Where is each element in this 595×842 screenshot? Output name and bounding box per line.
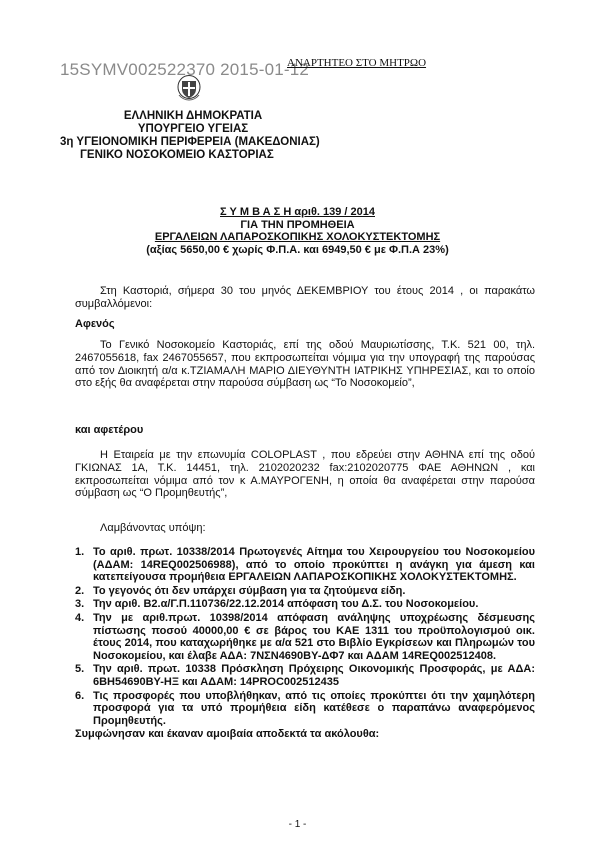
issuer-line-region: 3η ΥΓΕΙΟΝΟΜΙΚΗ ΠΕΡΙΦΕΡΕΙΑ (ΜΑΚΕΔΟΝΙΑΣ) <box>60 136 320 148</box>
list-item-number: 5. <box>75 663 85 676</box>
contract-subject: ΕΡΓΑΛΕΙΩΝ ΛΑΠΑΡΟΣΚΟΠΙΚΗΣ ΧΟΛΟΚΥΣΤΕΚΤΟΜΗΣ <box>154 231 441 243</box>
list-item-text: Την με αριθ.πρωτ. 10398/2014 απόφαση ανάληψης υποχρέωσης δέσμευσης πίστωσης ποσού 40000,00 € σε βάρος του ΚΑΕ 1311 του προϋπολογισμού οικ. έτους 2014, που καταχωρήθηκε με α/α 521 στο Βιβλίο Εγκρίσεων και Πληρωμών του Νοσοκομείου, και έλαβε ΑΔΑ: 7ΝΣΝ4690ΒΥ-ΔΦ7 και ΑΔΑΜ 14REQ002512408. <box>93 611 535 662</box>
intro-paragraph: Στη Καστοριά, σήμερα 30 του μηνός ΔΕΚΕΜΒΡΙΟΥ του έτους 2014 , οι παρακάτω συμβαλλόμενοι: <box>75 285 535 310</box>
list-item <box>75 663 535 688</box>
agreement-statement: Συμφώνησαν και έκαναν αμοιβαία αποδεκτά τα ακόλουθα: <box>75 728 380 741</box>
list-item-number: 3. <box>75 598 85 611</box>
party1-paragraph: Το Γενικό Νοσοκομείο Καστοριάς, επί της οδού Μαυριωτίσσης, Τ.Κ. 521 00, τηλ. 2467055618, fax 2467055657, που εκπροσωπείται νόμιμα για την υπογραφή της παρούσας από τον Διοικητή α/α κ.ΤΖΙΑΜΑΛΗ ΜΑΡΙΟ ΔΙΕΥΘΥΝΤΗ ΙΑΤΡΙΚΗΣ ΥΠΗΡΕΣΙΑΣ, και το οποίο στο εξής θα αναφέρεται στην παρούσα σύμβαση ως “Το Νοσοκομείο”, <box>75 339 535 390</box>
list-item-text: Το γεγονός ότι δεν υπάρχει σύμβαση για τα ζητούμενα είδη. <box>93 584 406 597</box>
list-item <box>75 598 535 611</box>
document-id-watermark: 15SYMV002522370 2015-01-12 <box>60 60 310 79</box>
contract-title <box>0 206 595 256</box>
party2-heading: και αφετέρου <box>75 424 144 436</box>
list-item <box>75 585 535 598</box>
contract-subject-intro: ΓΙΑ ΤΗΝ ΠΡΟΜΗΘΕΙΑ <box>240 218 355 231</box>
party1-heading: Αφενός <box>75 318 115 330</box>
list-item-number: 1. <box>75 546 85 558</box>
party2-paragraph: Η Εταιρεία με την επωνυμία COLOPLAST , που εδρεύει στην ΑΘΗΝΑ επί της οδού ΓΚΙΩΝΑΣ 1Α, Τ.Κ. 14451, τηλ. 2102020232 fax:2102020775 ΦΑΕ ΑΘΗΝΩΝ , και εκπροσωπείται νόμιμα από τον κ Α.ΜΑΥΡΟΓΕΝΗ, η οποία θα αναφέρεται στην παρούσα σύμβαση ως “Ο Προμηθευτής”, <box>75 449 535 500</box>
list-item-text: Τις προσφορές που υποβλήθηκαν, από τις οποίες προκύπτει ότι την χαμηλότερη προσφορά για τα υπό προμήθεια είδη κατέθεσε ο παραπάνω αναφερόμενος Προμηθευτής. <box>93 689 535 727</box>
considerations-list <box>75 546 535 741</box>
issuer-line-ministry: ΥΠΟΥΡΓΕΙΟ ΥΓΕΙΑΣ <box>137 123 249 135</box>
list-item <box>75 690 535 728</box>
list-item-text: Την αριθ. πρωτ. 10338 Πρόσκληση Πρόχειρης Οικονομικής Προσφοράς, με ΑΔΑ: 6ΒΗ54690ΒΥ-ΗΞ και ΑΔΑΜ: 14PROC002512435 <box>93 663 535 688</box>
posting-label: ΑΝΑΡΤΗΤΕΟ ΣΤΟ ΜΗΤΡΩΟ <box>287 57 427 69</box>
list-item-number: 4. <box>75 611 85 624</box>
considering-heading: Λαμβάνοντας υπόψη: <box>100 522 206 534</box>
contract-value: (αξίας 5650,00 € χωρίς Φ.Π.Α. και 6949,50 € με Φ.Π.Α 23%) <box>146 243 449 256</box>
list-item-text: Το αριθ. πρωτ. 10338/2014 Πρωτογενές Αίτημα του Χειρουργείου του Νοσοκομείου (ΑΔΑΜ: 14REQ002506988), από το οποίο προκύπτει η ανάγκη για άμεση και κατεπείγουσα προμήθεια ΕΡΓΑΛΕΙΩΝ ΛΑΠΑΡΟΣΚΟΠΙΚΗΣ ΧΟΛΟΚΥΣΤΕΚΤΟΜΗΣ. <box>93 546 535 584</box>
list-item-text: Την αριθ. Β2.α/Γ.Π.110736/22.12.2014 απόφαση του Δ.Σ. του Νοσοκομείου. <box>93 598 479 611</box>
list-item <box>75 612 535 662</box>
greek-emblem-icon <box>176 75 202 101</box>
list-item-number: 6. <box>75 689 85 702</box>
list-item <box>75 546 535 584</box>
issuer-line-republic: ΕΛΛΗΝΙΚΗ ΔΗΜΟΚΡΑΤΙΑ <box>123 110 263 122</box>
issuer-line-hospital: ΓΕΝΙΚΟ ΝΟΣΟΚΟΜΕΙΟ ΚΑΣΤΟΡΙΑΣ <box>80 149 274 161</box>
contract-number: Σ Υ Μ Β Α Σ Η αριθ. 139 / 2014 <box>220 206 375 218</box>
page-number: - 1 - <box>288 819 307 830</box>
list-item-number: 2. <box>75 584 85 597</box>
